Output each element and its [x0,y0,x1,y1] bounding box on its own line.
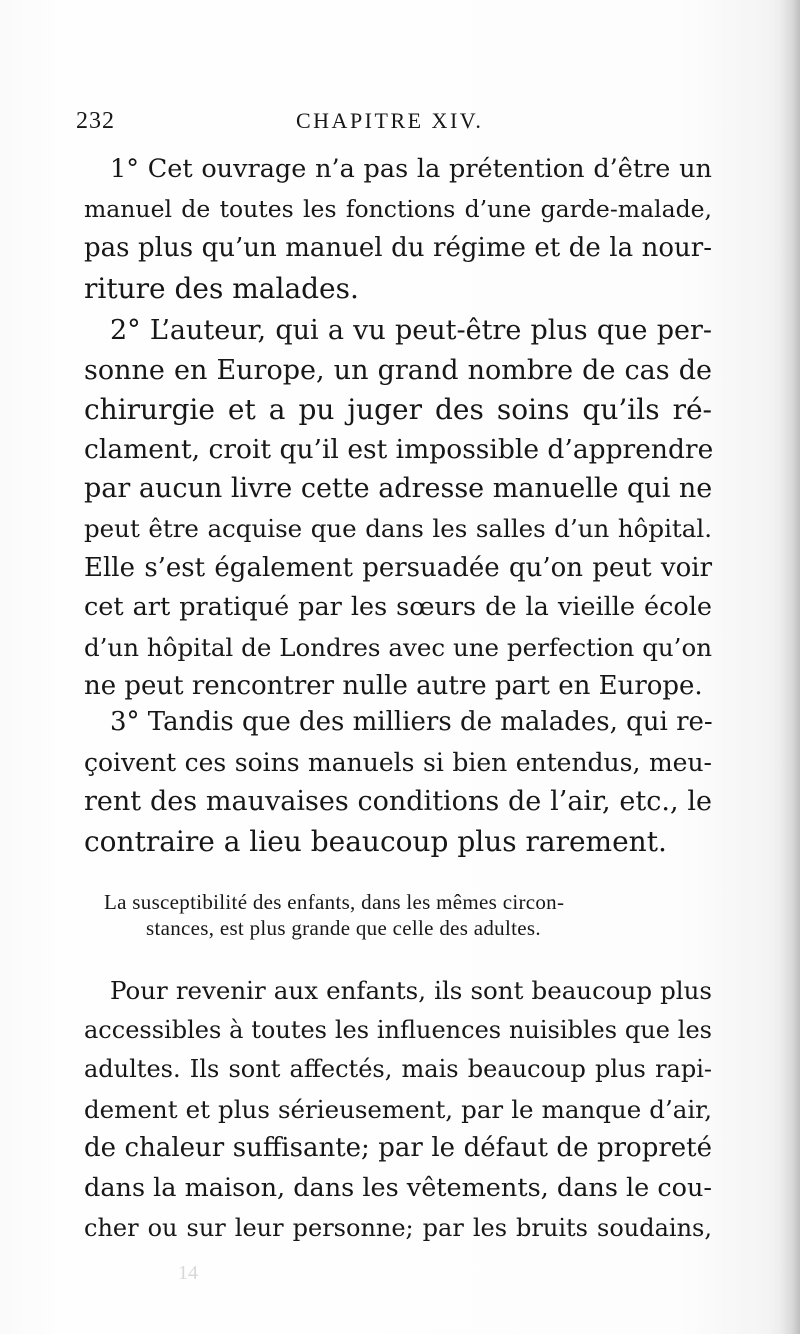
paragraph-2 [84,311,712,707]
text-line: dement et plus sérieusement, par le manque d’air, [84,1094,712,1124]
paragraph-1 [84,150,712,308]
text-line: par aucun livre cette adresse manuelle qui ne [84,473,713,505]
page-edge-shadow [780,0,800,1334]
text-line: 2° L’auteur, qui a vu peut-être plus que per- [110,315,712,346]
page-header [76,108,712,140]
text-line: accessibles à toutes les influences nuisibles que les [84,1015,712,1044]
sidenote-line: La susceptibilité des enfants, dans les mêmes circon- [104,890,565,914]
text-line: dans la maison, dans les vêtements, dans le cou- [84,1172,713,1203]
text-line: cher ou sur leur personne; par les bruits soudains, [84,1213,712,1242]
text-line: manuel de toutes les fonctions d’une garde-malade, [84,194,712,223]
text-line: 1° Cet ouvrage n’a pas la prétention d’être un [110,154,712,184]
page-number: 232 [76,108,115,134]
text-line: ne peut rencontrer nulle autre part en Europe. [84,671,703,702]
text-line: chirurgie et a pu juger des soins qu’ils ré- [84,393,712,427]
text-line: pas plus qu’un manuel du régime et de la nour- [84,233,712,264]
text-line: Pour revenir aux enfants, ils sont beaucoup plus [110,976,712,1005]
text-line: çoivent ces soins manuels si bien entendus, meu- [84,747,712,777]
running-head: CHAPITRE XIV. [296,108,484,133]
sidenote-line: stances, est plus grande que celle des adultes. [146,916,541,940]
text-line: Elle s’est également persuadée qu’on peut voir [84,552,712,583]
section-sidenote [104,889,712,941]
text-line: d’un hôpital de Londres avec une perfection qu’on [84,632,712,662]
signature-mark: 14 [178,1262,198,1284]
text-line: peut être acquise que dans les salles d’un hôpital. [84,513,712,543]
paragraph-3 [84,703,712,861]
text-line: cet art pratiqué par les sœurs de la vieille école [84,592,712,623]
paragraph-4 [84,971,712,1248]
text-line: sonne en Europe, un grand nombre de cas de [84,354,712,386]
text-line: rent des mauvaises conditions de l’air, etc., le [84,786,712,818]
text-line: contraire a lieu beaucoup plus rarement. [84,824,667,858]
text-line: 3° Tandis que des milliers de malades, qui re- [110,707,713,737]
text-line: de chaleur suffisante; par le défaut de propreté [84,1133,712,1164]
text-line: riture des malades. [84,271,359,305]
text-line: clament, croit qu’il est impossible d’apprendre [84,433,714,465]
text-line: adultes. Ils sont affectés, mais beaucoup plus rapi- [84,1055,712,1084]
